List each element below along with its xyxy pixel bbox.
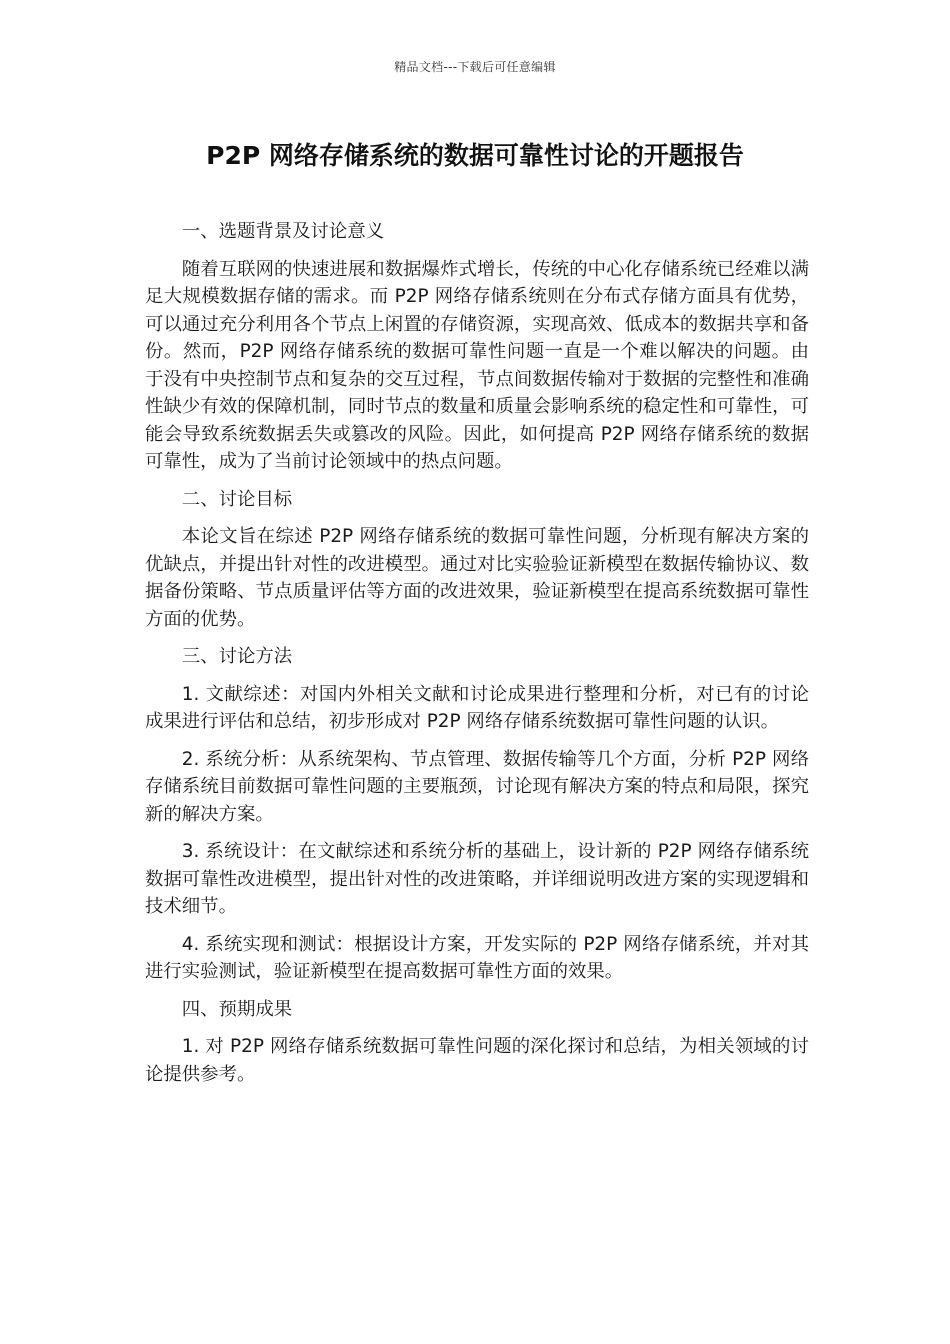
header-note: 精品文档---下载后可任意编辑 [394,60,556,74]
section-heading-background: 一、选题背景及讨论意义 [181,221,385,242]
document-body [145,218,809,1098]
paragraph-goals: 本论文旨在综述 P2P 网络存储系统的数据可靠性问题，分析现有解决方案的优缺点，并提出针对性的改进模型。通过对比实验验证新模型在数据传输协议、数据备份策略、节点质量评估等方面的改进效果，验证新模型在提高系统数据可靠性方面的优势。 [145,526,809,630]
paragraph-method-system-analysis: 2. 系统分析：从系统架构、节点管理、数据传输等几个方面，分析 P2P 网络存储系统目前数据可靠性问题的主要瓶颈，讨论现有解决方案的特点和局限，探究新的解决方案。 [145,748,809,825]
section-heading-methods: 三、讨论方法 [181,646,293,667]
document-title: P2P 网络存储系统的数据可靠性讨论的开题报告 [206,141,744,170]
section-heading-expected-results: 四、预期成果 [181,998,293,1020]
paragraph-expected-result-1: 1. 对 P2P 网络存储系统数据可靠性问题的深化探讨和总结，为相关领域的讨论提供参考。 [145,1036,809,1085]
section-heading-goals: 二、讨论目标 [181,488,293,510]
paragraph-method-implementation-testing: 4. 系统实现和测试：根据设计方案，开发实际的 P2P 网络存储系统，并对其进行实验测试，验证新模型在提高数据可靠性方面的效果。 [145,933,809,982]
paragraph-background: 随着互联网的快速进展和数据爆炸式增长，传统的中心化存储系统已经难以满足大规模数据存储的需求。而 P2P 网络存储系统则在分布式存储方面具有优势，可以通过充分利用各个节点上闲置的存储资源，实现高效、低成本的数据共享和备份。然而，P2P 网络存储系统的数据可靠性问题一直是一个难以解决的问题。由于没有中央控制节点和复杂的交互过程，节点间数据传输对于数据的完整性和准确性缺少有效的保障机制，同时节点的数量和质量会影响系统的稳定性和可靠性，可能会导致系统数据丢失或篡改的风险。因此，如何提高 P2P 网络存储系统的数据可靠性，成为了当前讨论领域中的热点问题。 [145,258,809,472]
paragraph-method-literature-review: 1. 文献综述：对国内外相关文献和讨论成果进行整理和分析，对已有的讨论成果进行评估和总结，初步形成对 P2P 网络存储系统数据可靠性问题的认识。 [145,683,809,732]
paragraph-method-system-design: 3. 系统设计：在文献综述和系统分析的基础上，设计新的 P2P 网络存储系统数据可靠性改进模型，提出针对性的改进策略，并详细说明改进方案的实现逻辑和技术细节。 [145,841,809,917]
